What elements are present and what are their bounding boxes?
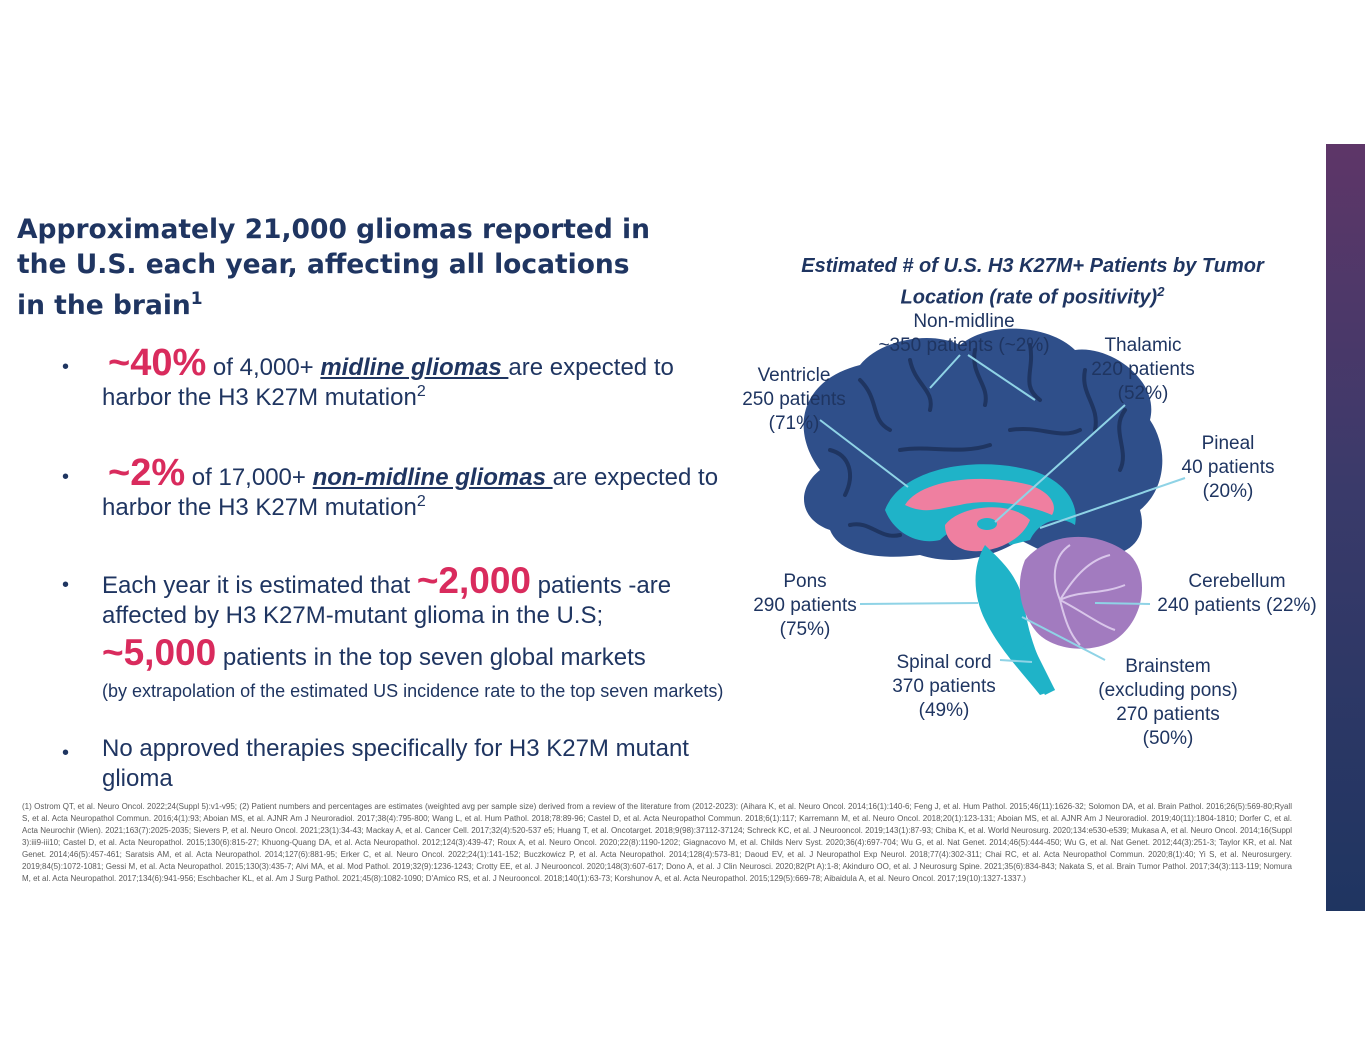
stat-midline: ~40% [108,342,207,384]
bullet-text: No approved therapies specifically for H3 K27M mutant glioma [102,735,689,792]
label-thalamic: Thalamic 220 patients (52%) [1091,335,1195,404]
headline-line-2: the U.S. each year, affecting all locations [17,248,630,280]
stat-non-midline: ~2% [108,452,186,494]
bullet-text: of 4,000+ [206,354,321,381]
bullet-note: (by extrapolation of the estimated US incidence rate to the top seven markets) [102,681,724,701]
bullet-marker: • [62,574,70,596]
bullet-text: Each year it is estimated that [102,572,417,599]
headline-ref: 1 [190,289,203,309]
label-cerebellum: Cerebellum 240 patients (22%) [1157,571,1317,616]
stat-us-patients: ~2,000 [416,560,532,601]
label-brainstem: Brainstem (excluding pons) 270 patients (50%) [1098,656,1238,749]
headline-line-1: Approximately 21,000 gliomas reported in [17,214,651,245]
headline-line-3: in the brain [17,289,191,321]
label-spinal-cord: Spinal cord 370 patients (49%) [892,652,996,721]
bullet-marker: • [62,356,70,378]
thalamus-center [977,518,997,530]
bullet-text: patients -are affected by H3 K27M-mutant glioma in the U.S; [102,572,672,629]
bullet-text: are expected to harbor the H3 K27M mutation [102,354,674,411]
label-ventricle: Ventricle 250 patients (71%) [742,365,846,434]
cerebellum-shape [1020,537,1142,649]
bullet-text: of 17,000+ [185,464,313,491]
label-non-midline: Non-midline ~350 patients (~2%) [878,311,1050,356]
label-pineal: Pineal 40 patients (20%) [1181,433,1275,502]
emphasis-non-midline-gliomas: non-midline gliomas [312,464,553,491]
bullet-ref: 2 [416,383,426,400]
bullet-marker: • [62,742,70,764]
leader-pons [860,603,978,604]
diagram-title-text: Estimated # of U.S. H3 K27M+ Patients by Tumor Location (rate of positivity) [801,255,1264,309]
label-pons: Pons 290 patients (75%) [753,571,857,640]
bullet-text: patients in the top seven global markets [216,644,646,671]
diagram-title-ref: 2 [1157,284,1165,299]
bullet-text: are expected to harbor the H3 K27M mutation [102,464,719,521]
references-footnote: (1) Ostrom QT, et al. Neuro Oncol. 2022;24(Suppl 5):v1-v95; (2) Patient numbers and percentages are estimates (weighted avg per sample size) derived from a review of the literature from (2012-2023): (Aihara K, et al. Neuro Oncol. 2014;16(1):140-6; Feng J, et al. Hum Pathol. 2015;46(11):1626-32; Solomon DA, et al. Brain Pathol. 2016;26(5):569-80;Ryall S, et al. Acta Neuropathol Commun. 2016;4(1):93; Aboian MS, et al. AJNR Am J Neuroradiol. 2017;38(4):795-800; Wang L, et al. Hum Pathol. 2018;78:89-96; Castel D, et al. Acta Neuropathol Commun. 2018;6(1):117; Karremann M, et al. Neuro Oncol. 2018;20(1):123-131; Aboian MS, et al. AJNR Am J Neuroradiol. 2019;40(11):1804-1810; Dorfer C, et al. Acta Neurochir (Wien). 2021;163(7):2025-2035; Sievers P, et al. Neuro Oncol. 2021;23(1):34-43; Mackay A, et al. Cancer Cell. 2017;32(4):520-537 e5; Huang T, et al. Oncotarget. 2018;9(98):37112-37124; Schreck KC, et al. J Neurooncol. 2019;143(1):87-93; Chiba K, et al. World Neurosurg. 2020;134:e530-e539; Mukasa A, et al. Neuro Oncol. 2014;16(Suppl 3):iii9-iii10; Castel D, et al. Acta Neuropathol. 2015;130(6):815-27; Khuong-Quang DA, et al. Acta Neuropathol. 2012;124(3):439-47; Roux A, et al. Neuro Oncol. 2020;22(8):1190-1202; Giagnacovo M, et al. Childs Nerv Syst. 2020;36(4):697-704; Wu G, et al. Nat Genet. 2014;46(5):444-450; Wu G, et al. Nat Genet. 2012;44(3):251-3; Taylor KR, et al. Nat Genet. 2014;46(5):457-461; Saratsis AM, et al. Acta Neuropathol. 2014;127(6):881-95; Erker C, et al. Neuro Oncol. 2022;24(1):141-152; Buczkowicz P, et al. Acta Neuropathol. 2014;128(4):573-81; Daoud EV, et al. J Neuropathol Exp Neurol. 2018;77(4):302-311; Chai RC, et al. Acta Neuropathol Commun. 2020;8(1):40; Yi S, et al. Neurosurgery. 2019;84(5):1072-1081; Gessi M, et al. Acta Neuropathol. 2015;130(3):435-7; Alvi MA, et al. Mod Pathol. 2019;32(9):1236-1243; Crotty EE, et al. J Neurooncol. 2020;148(3):607-617; Dono A, et al. J Clin Neurosci. 2020;82(Pt A):1-8; Akinduro OO, et al. J Neurosurg Spine. 2021;35(6):834-843; Nakata S, et al. Brain Tumor Pathol. 2017;34(3):113-119; Nomura M, et al. Acta Neuropathol. 2017;134(6):941-956; Eschbacher KL, et al. Am J Surg Pathol. 2021;45(8):1082-1090; D'Amico RS, et al. J Neurooncol. 2018;140(1):63-73; Korshunov A, et al. Acta Neuropathol. 2015;129(5):669-78; Aibaidula A, et al. Neuro Oncol. 2017;19(10):1327-1337.) [22,802,1292,883]
leader-cerebellum [1095,603,1150,604]
bullet-marker: • [62,466,70,488]
stat-global-patients: ~5,000 [102,632,217,673]
emphasis-midline-gliomas: midline gliomas [320,354,509,381]
bullet-ref: 2 [416,493,426,510]
